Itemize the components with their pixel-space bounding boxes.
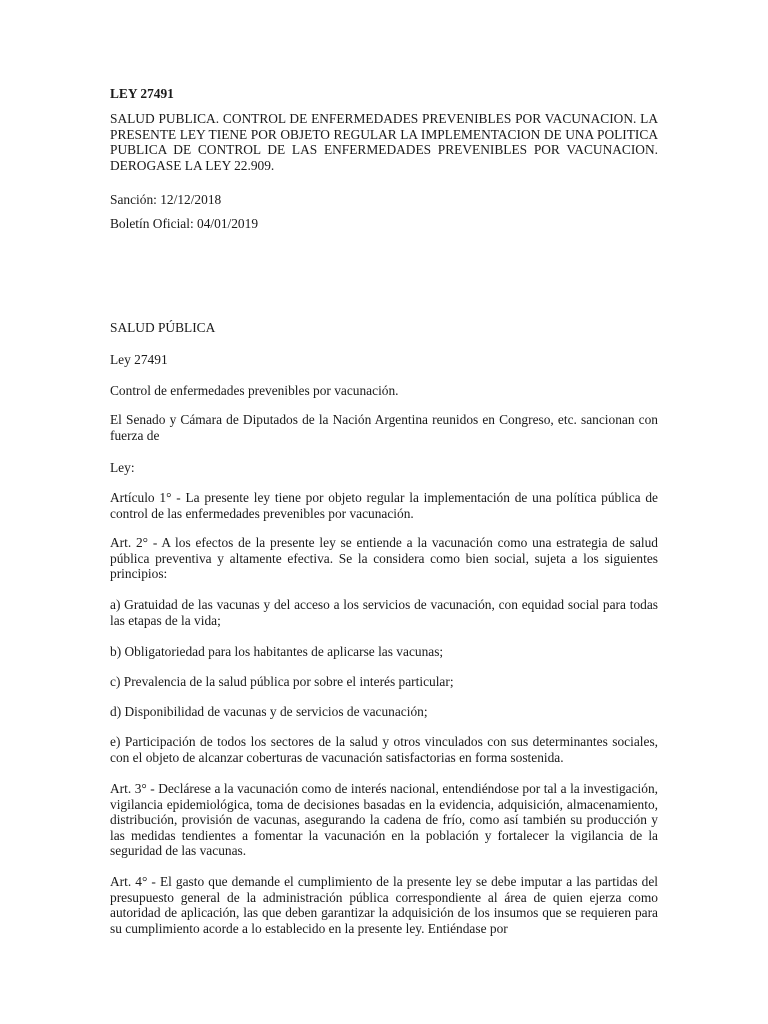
article-4: Art. 4° - El gasto que demande el cumplimiento de la presente ley se debe imputar a las partidas del presupuesto general de la administración pública correspondiente al área de quien ejerza como autoridad de aplicación, las que deben garantizar la adquisición de los insumos que se requieren para su cumplimiento acorde a lo establecido en la presente ley. Entiéndase por <box>110 874 658 936</box>
article-2: Art. 2° - A los efectos de la presente ley se entiende a la vacunación como una estrategia de salud pública preventiva y altamente efectiva. Se la considera como bien social, sujeta a los siguientes principios: <box>110 535 658 582</box>
sancion-date: Sanción: 12/12/2018 <box>110 192 222 207</box>
boletin-date: Boletín Oficial: 04/01/2019 <box>110 216 259 231</box>
article-2-item-b: b) Obligatoriedad para los habitantes de aplicarse las vacunas; <box>110 644 444 659</box>
law-title: LEY 27491 <box>110 86 174 101</box>
article-2-item-a: a) Gratuidad de las vacunas y del acceso a los servicios de vacunación, con equidad social para todas las etapas de la vida; <box>110 597 658 628</box>
section-heading: SALUD PÚBLICA <box>110 320 216 335</box>
law-subject: Control de enfermedades prevenibles por vacunación. <box>110 383 399 398</box>
article-1: Artículo 1° - La presente ley tiene por objeto regular la implementación de una política pública de control de las enfermedades prevenibles por vacunación. <box>110 490 658 521</box>
article-3: Art. 3° - Declárese a la vacunación como de interés nacional, entendiéndose por tal a la investigación, vigilancia epidemiológica, toma de decisiones basadas en la evidencia, adquisición, almacenamiento, distribución, provisión de vacunas, asegurando la cadena de frío, como así también su producción y las medidas tendientes a fomentar la vacunación en la población y fortalecer la vigilancia de la seguridad de las vacunas. <box>110 781 658 859</box>
article-2-item-d: d) Disponibilidad de vacunas y de servicios de vacunación; <box>110 704 428 719</box>
ley-label: Ley: <box>110 460 135 475</box>
law-summary: SALUD PUBLICA. CONTROL DE ENFERMEDADES PREVENIBLES POR VACUNACION. LA PRESENTE LEY TIENE POR OBJETO REGULAR LA IMPLEMENTACION DE UNA POLITICA PUBLICA DE CONTROL DE LAS ENFERMEDADES PREVENIBLES POR VACUNACION. DEROGASE LA LEY 22.909. <box>110 111 658 173</box>
preamble: El Senado y Cámara de Diputados de la Nación Argentina reunidos en Congreso, etc. sancionan con fuerza de <box>110 412 658 443</box>
article-2-item-c: c) Prevalencia de la salud pública por sobre el interés particular; <box>110 674 454 689</box>
law-number: Ley 27491 <box>110 352 168 367</box>
article-2-item-e: e) Participación de todos los sectores de la salud y otros vinculados con sus determinantes sociales, con el objeto de alcanzar coberturas de vacunación satisfactorias en forma sostenida. <box>110 734 658 765</box>
